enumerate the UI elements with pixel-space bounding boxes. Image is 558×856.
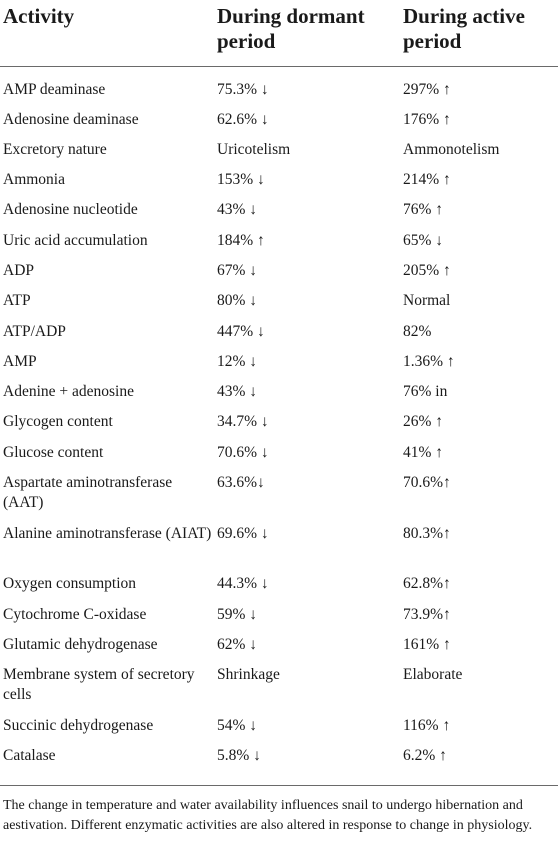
cell-active: 205% ↑	[403, 261, 451, 279]
header-activity: Activity	[0, 0, 216, 67]
cell-active: 80.3%↑	[403, 524, 451, 542]
cell-activity: Membrane system of secretory cells	[3, 666, 195, 704]
cell-active: 161% ↑	[403, 635, 451, 653]
table-row	[0, 67, 558, 103]
table-row	[0, 658, 558, 709]
cell-activity: Oxygen consumption	[3, 575, 137, 593]
cell-active: Elaborate	[403, 666, 463, 684]
cell-active: Normal	[403, 292, 451, 310]
cell-dormant: 43% ↓	[217, 201, 258, 219]
cell-active: 6.2% ↑	[403, 747, 447, 765]
cell-dormant: 70.6% ↓	[217, 443, 269, 461]
cell-activity: ATP	[3, 292, 31, 310]
cell-activity: Ammonia	[3, 171, 65, 189]
cell-dormant: Shrinkage	[217, 666, 280, 684]
cell-active: 62.8%↑	[403, 575, 451, 593]
cell-dormant: 34.7% ↓	[217, 413, 269, 431]
cell-activity: ADP	[3, 261, 35, 279]
cell-activity: Alanine aminotransferase (AIAT)	[3, 524, 212, 542]
cell-active: 176% ↑	[403, 110, 451, 128]
table-row	[0, 517, 558, 568]
header-dormant-period: During dormant period	[216, 0, 402, 67]
table-row	[0, 193, 558, 223]
table-row	[0, 254, 558, 284]
cell-activity: Glucose content	[3, 443, 104, 461]
cell-dormant: 44.3% ↓	[217, 575, 269, 593]
table-row	[0, 315, 558, 345]
table-row	[0, 405, 558, 435]
table-row	[0, 375, 558, 405]
cell-dormant: 5.8% ↓	[217, 747, 261, 765]
cell-active: 82%	[403, 322, 432, 340]
header-row	[0, 0, 558, 67]
cell-activity: Excretory nature	[3, 140, 107, 158]
cell-dormant: 43% ↓	[217, 383, 258, 401]
table-footnote: The change in temperature and water availability influences snail to undergo hibernation and aestivation. Different enzymatic activities are also altered in response to change in physiology.	[3, 798, 533, 833]
table-row	[0, 345, 558, 375]
cell-active: 297% ↑	[403, 81, 451, 98]
cell-dormant: 75.3% ↓	[217, 81, 269, 98]
cell-dormant: 447% ↓	[217, 322, 265, 340]
cell-active: 41% ↑	[403, 443, 444, 461]
table-row	[0, 739, 558, 773]
header-active-period: During active period	[402, 0, 558, 67]
cell-activity: Uric acid accumulation	[3, 231, 148, 249]
cell-activity: Cytochrome C-oxidase	[3, 605, 147, 623]
table-row	[0, 224, 558, 254]
cell-activity: AMP	[3, 352, 37, 370]
table-row	[0, 567, 558, 597]
cell-active: 214% ↑	[403, 171, 451, 189]
cell-activity: Glutamic dehydrogenase	[3, 635, 158, 653]
table-row	[0, 133, 558, 163]
table-row	[0, 628, 558, 658]
table-row	[0, 163, 558, 193]
cell-dormant: Uricotelism	[217, 140, 291, 158]
cell-activity: ATP/ADP	[3, 322, 66, 340]
cell-active: 73.9%↑	[403, 605, 451, 623]
cell-dormant: 59% ↓	[217, 605, 258, 623]
cell-dormant: 67% ↓	[217, 261, 258, 279]
cell-dormant: 62% ↓	[217, 635, 258, 653]
table-row	[0, 436, 558, 466]
cell-activity: Glycogen content	[3, 413, 113, 431]
cell-dormant: 184% ↑	[217, 231, 265, 249]
cell-activity: Succinic dehydrogenase	[3, 716, 154, 734]
cell-active: 65% ↓	[403, 231, 444, 249]
cell-dormant: 12% ↓	[217, 352, 258, 370]
cell-activity: Adenine + adenosine	[3, 383, 134, 401]
cell-active: 26% ↑	[403, 413, 444, 431]
cell-dormant: 69.6% ↓	[217, 524, 269, 542]
table-row	[0, 709, 558, 739]
cell-active: Ammonotelism	[403, 140, 500, 158]
cell-active: 76% in	[403, 383, 448, 401]
cell-active: 70.6%↑	[403, 474, 451, 492]
table-row	[0, 598, 558, 628]
cell-dormant: 80% ↓	[217, 292, 258, 310]
cell-activity: AMP deaminase	[3, 81, 106, 98]
cell-dormant: 63.6%↓	[217, 474, 265, 492]
cell-active: 1.36% ↑	[403, 352, 455, 370]
table-row	[0, 284, 558, 314]
table-header	[0, 0, 558, 67]
cell-active: 116% ↑	[403, 716, 451, 734]
table-row	[0, 466, 558, 517]
cell-dormant: 153% ↓	[217, 171, 265, 189]
cell-dormant: 62.6% ↓	[217, 110, 269, 128]
cell-activity: Catalase	[3, 747, 56, 765]
cell-dormant: 54% ↓	[217, 716, 258, 734]
cell-active: 76% ↑	[403, 201, 444, 219]
cell-activity: Adenosine deaminase	[3, 110, 139, 128]
cell-activity: Aspartate aminotransferase (AAT)	[3, 474, 173, 512]
table-row	[0, 103, 558, 133]
cell-activity: Adenosine nucleotide	[3, 201, 138, 219]
table-bottom-rule	[0, 785, 558, 786]
table-body	[0, 67, 558, 774]
